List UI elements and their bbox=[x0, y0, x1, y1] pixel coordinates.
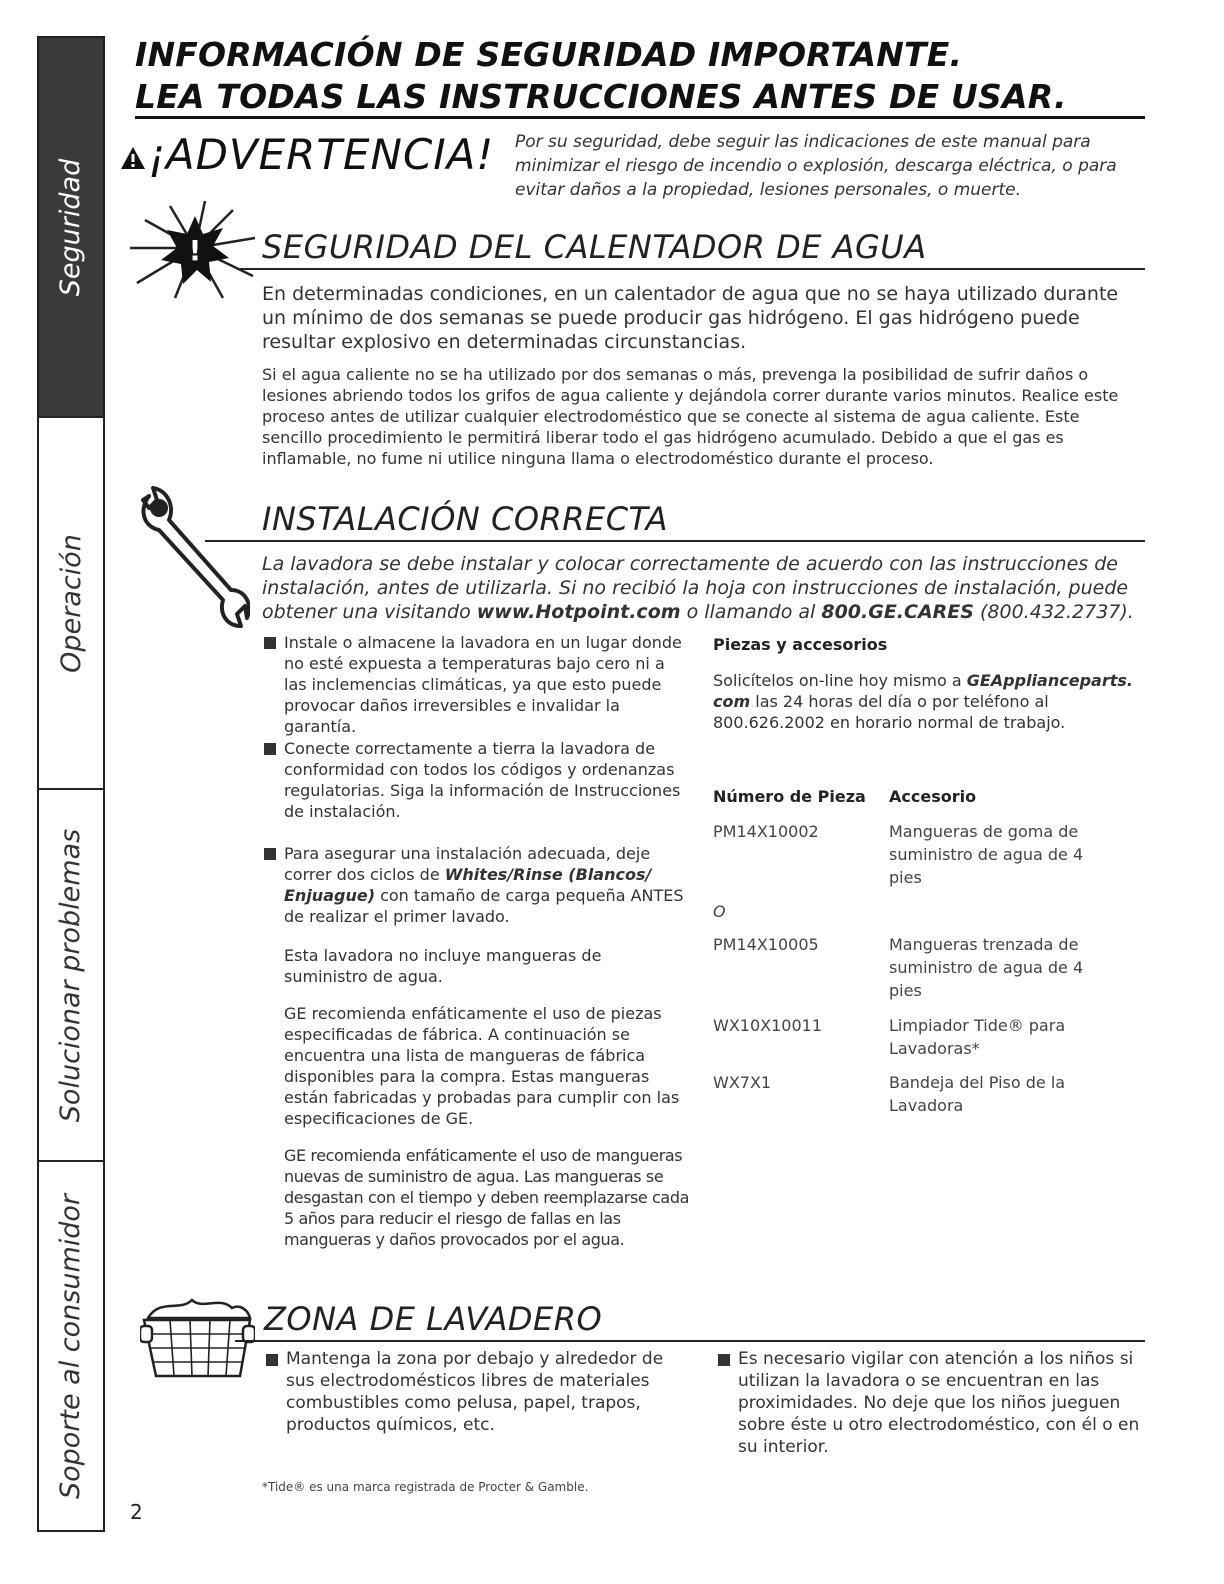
bullet-icon bbox=[718, 1354, 730, 1366]
page-number: 2 bbox=[130, 1500, 143, 1524]
table-row-part: PM14X10002 bbox=[713, 822, 819, 841]
water-heater-instructions: Si el agua caliente no se ha utilizado por dos semanas o más, prevenga la posibilidad de sufrir daños o lesiones abriendo todos los grifos de agua caliente y dejándola correr durante varios minutos. Realice este proceso antes de utilizar cualquier electrodoméstico que se conecte al sistema de agua caliente. Este sencillo procedimiento le permitirá liberar todo el gas hidrógeno acumulado. Debido a que el gas es inflamable, no fume ni utilice ninguna llama o electrodoméstico durante el proceso. bbox=[262, 365, 1119, 468]
water-heater-rule bbox=[240, 268, 1145, 270]
section-sidebar bbox=[37, 36, 107, 1532]
geapplianceparts-link[interactable]: GEApplianceparts. com bbox=[713, 671, 1133, 711]
bullet-icon bbox=[264, 848, 276, 860]
tab-seguridad[interactable]: Seguridad bbox=[39, 36, 105, 418]
installation-title: INSTALACIÓN CORRECTA bbox=[262, 500, 669, 538]
footnote: *Tide® es una marca registrada de Procter & Gamble. bbox=[262, 1480, 589, 1494]
tab-operacion[interactable]: Operación bbox=[39, 418, 105, 790]
svg-text:!: ! bbox=[188, 234, 202, 267]
install-bullet-1: Instale o almacene la lavadora en un lugar donde no esté expuesta a temperaturas bajo cero ni a las inclemencias climáticas, ya que esto puede provocar daños irreversibles e invalidar la garantía. bbox=[284, 633, 682, 736]
ge-cares-phone: 800.GE.CARES bbox=[821, 601, 974, 623]
header-rule bbox=[135, 116, 1145, 119]
laundry-bullet-1: Mantenga la zona por debajo y alrededor de sus electrodomésticos libres de materiales combustibles como pelusa, papel, trapos, productos químicos, etc. bbox=[286, 1349, 664, 1435]
installation-intro: La lavadora se debe instalar y colocar correctamente de acuerdo con las instrucciones de instalación, antes de utilizarla. Si no recibió la hoja con instrucciones de instalación, puede obtener una visitando www.Hotpoint.com o llamando al 800.GE.CARES (800.432.2737). bbox=[262, 553, 1134, 623]
warning-text: Por su seguridad, debe seguir las indicaciones de este manual para minimizar el riesgo de incendio o explosión, descarga eléctrica, o para evitar daños a la propiedad, lesiones personales, o muerte. bbox=[515, 132, 1117, 200]
install-bullet-2: Conecte correctamente a tierra la lavadora de conformidad con todos los códigos y ordenanzas regulatorias. Siga la información de Instrucciones de instalación. bbox=[284, 739, 681, 821]
bullet-icon bbox=[266, 1354, 278, 1366]
tab-solucionar-problemas[interactable]: Solucionar problemas bbox=[39, 790, 105, 1162]
table-row-accessory: Mangueras trenzada de suministro de agua de 4 pies bbox=[889, 935, 1084, 1000]
warning-triangle-icon bbox=[120, 146, 146, 170]
bullet-icon bbox=[264, 637, 276, 649]
table-row-part: WX10X10011 bbox=[713, 1016, 822, 1035]
laundry-rule bbox=[235, 1340, 1145, 1342]
laundry-bullet-2: Es necesario vigilar con atención a los niños si utilizan la lavadora o se encuentran en las proximidades. No deje que los niños jueguen sobre éste u otro electrodoméstico, con él o en su interior. bbox=[738, 1349, 1140, 1457]
table-row-part: PM14X10005 bbox=[713, 935, 819, 954]
table-row-or: O bbox=[713, 902, 726, 921]
no-hoses-note: Esta lavadora no incluye mangueras de suministro de agua. bbox=[284, 946, 602, 986]
water-heater-title: SEGURIDAD DEL CALENTADOR DE AGUA bbox=[262, 228, 927, 266]
table-row-accessory: Mangueras de goma de suministro de agua de 4 pies bbox=[889, 822, 1084, 887]
parts-order-text: Solicítelos on-line hoy mismo a GEApplianceparts. com las 24 horas del día o por teléfono al 800.626.2002 en horario normal de trabajo. bbox=[713, 671, 1133, 732]
page-header bbox=[135, 34, 1145, 118]
installation-rule bbox=[205, 540, 1145, 542]
table-row-part: WX7X1 bbox=[713, 1073, 772, 1092]
laundry-title: ZONA DE LAVADERO bbox=[264, 1300, 603, 1338]
header-line-2: LEA TODAS LAS INSTRUCCIONES ANTES DE USAR. bbox=[135, 77, 1067, 116]
parts-title: Piezas y accesorios bbox=[713, 635, 888, 654]
table-row-accessory: Bandeja del Piso de la Lavadora bbox=[889, 1073, 1066, 1115]
warning-title: ¡ADVERTENCIA! bbox=[120, 130, 494, 179]
parts-table-header-accessory: Accesorio bbox=[889, 787, 977, 806]
laundry-basket-icon bbox=[140, 1292, 255, 1382]
tab-soporte-consumidor[interactable]: Soporte al consumidor bbox=[39, 1162, 105, 1532]
bullet-icon bbox=[264, 743, 276, 755]
hotpoint-link[interactable]: www.Hotpoint.com bbox=[476, 601, 681, 623]
install-bullet-3: Para asegurar una instalación adecuada, deje correr dos ciclos de Whites/Rinse (Blancos/ Enjuague) con tamaño de carga pequeña ANTES de realizar el primer lavado. bbox=[284, 844, 684, 926]
wrench-icon bbox=[135, 482, 250, 632]
water-heater-intro: En determinadas condiciones, en un calentador de agua que no se haya utilizado durante un mínimo de dos semanas se puede producir gas hidrógeno. El gas hidrógeno puede resultar explosivo en determinadas circunstancias. bbox=[262, 283, 1119, 353]
parts-table-header-part: Número de Pieza bbox=[713, 787, 866, 806]
table-row-accessory: Limpiador Tide® para Lavadoras* bbox=[889, 1016, 1066, 1058]
burst-icon bbox=[125, 198, 265, 303]
ge-parts-recommendation: GE recomienda enfáticamente el uso de piezas especificadas de fábrica. A continuación se encuentra una lista de mangueras de fábrica disponibles para la compra. Estas mangueras están fabricadas y probadas para cumplir con las especificaciones de GE. bbox=[284, 1004, 680, 1128]
ge-hoses-recommendation: GE recomienda enfáticamente el uso de mangueras nuevas de suministro de agua. Las mangueras se desgastan con el tiempo y deben reemplazarse cada 5 años para reducir el riesgo de fallas en las mangueras y daños provocados por el agua. bbox=[284, 1146, 690, 1249]
header-line-1: INFORMACIÓN DE SEGURIDAD IMPORTANTE. bbox=[135, 35, 963, 74]
